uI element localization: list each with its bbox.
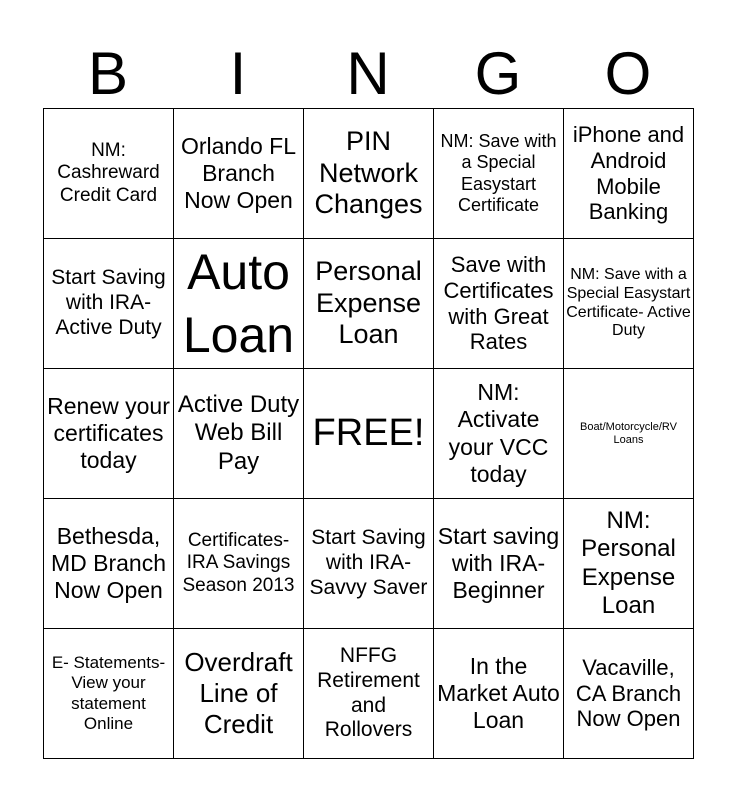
bingo-cell-text: E- Statements- View your statement Online [51,653,166,733]
bingo-cell[interactable] [434,499,564,629]
bingo-cell[interactable] [44,239,174,369]
header-letter-n: N [346,40,390,107]
board-row [44,239,694,369]
header-letter-i: I [229,40,247,107]
board-row [44,109,694,239]
bingo-cell-text: iPhone and Android Mobile Banking [572,121,685,225]
bingo-cell-text: FREE! [312,412,425,455]
bingo-cell-text: Personal Expense Loan [315,255,422,350]
bingo-cell[interactable] [174,499,304,629]
bingo-cell[interactable] [174,239,304,369]
bingo-cell-text: Start Saving with IRA- Savvy Saver [309,526,428,599]
bingo-cell[interactable] [434,109,564,239]
bingo-cell-text: NM: Personal Expense Loan [581,506,676,619]
bingo-cell-text: Active Duty Web Bill Pay [177,391,300,475]
bingo-cell-text: NM: Activate your VCC today [448,379,549,487]
header-letter-b: B [87,40,129,107]
bingo-cell-text: Vacaville, CA Branch Now Open [575,654,682,732]
bingo-cell[interactable] [304,239,434,369]
bingo-cell-text: Start Saving with IRA- Active Duty [51,266,166,339]
bingo-cell-text: Certificates- IRA Savings Season 2013 [182,529,295,596]
bingo-cell[interactable] [564,629,694,759]
bingo-cell[interactable] [304,499,434,629]
bingo-cell[interactable] [564,499,694,629]
header-letter-o: O [604,40,652,107]
bingo-cell[interactable] [564,109,694,239]
bingo-cell-text: Boat/Motorcycle/RV Loans [579,420,677,446]
bingo-cell-text: Renew your certificates today [47,392,170,474]
bingo-cell-text: NM: Save with a Special Easystart Certificate- Active Duty [566,265,691,340]
bingo-cell[interactable] [44,629,174,759]
bingo-cell-text: Save with Certificates with Great Rates [443,251,554,355]
bingo-cell[interactable] [304,369,434,499]
bingo-cell[interactable] [174,369,304,499]
header-letter-g: G [474,40,522,107]
board-row [44,629,694,759]
bingo-cell[interactable] [564,239,694,369]
bingo-cell[interactable] [44,109,174,239]
bingo-cell[interactable] [564,369,694,499]
bingo-cell-text: NM: Save with a Special Easystart Certificate [440,131,557,215]
bingo-cell[interactable] [174,629,304,759]
bingo-cell-text: Start saving with IRA- Beginner [437,522,560,604]
bingo-cell-text: Orlando FL Branch Now Open [180,132,297,214]
bingo-cell[interactable] [434,239,564,369]
board-row [44,499,694,629]
bingo-cell-text: NFFG Retirement and Rollovers [317,643,420,742]
bingo-header [43,40,693,108]
bingo-cell[interactable] [44,499,174,629]
bingo-cell-text: Bethesda, MD Branch Now Open [50,522,167,604]
bingo-cell-text: Auto Loan [182,244,295,363]
bingo-cell[interactable] [174,109,304,239]
bingo-cell[interactable] [304,629,434,759]
board-row [44,369,694,499]
bingo-cell[interactable] [434,629,564,759]
bingo-cell[interactable] [44,369,174,499]
bingo-cell-text: In the Market Auto Loan [437,652,560,734]
bingo-cell[interactable] [434,369,564,499]
bingo-cell-text: PIN Network Changes [314,125,423,220]
bingo-cell-text: NM: Cashreward Credit Card [57,139,160,206]
bingo-cell-text: Overdraft Line of Credit [184,647,293,739]
bingo-cell[interactable] [304,109,434,239]
bingo-board [43,108,694,759]
